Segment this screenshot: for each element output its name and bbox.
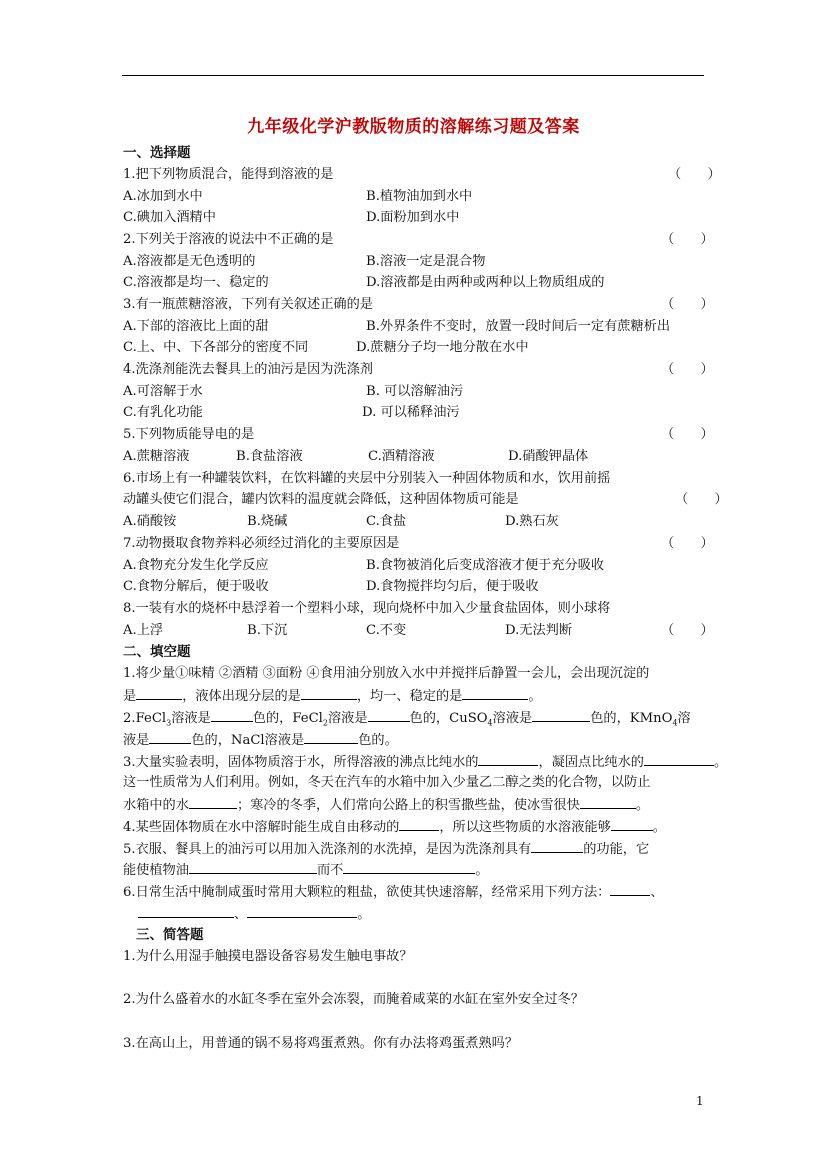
q3-option-a: A.下部的溶液比上面的甜 [123,319,269,334]
q7-option-b: B.食物被消化后变成溶液才便于充分吸收 [366,558,605,573]
f3-line2: 这一性质常为人们利用。例如，冬天在汽车的水箱中加入少量乙二醇之类的化合物，以防止 [123,775,651,790]
fill-blank[interactable] [580,795,636,809]
answer-paren: （ ） [661,536,714,551]
f2-line1: 2.FeCl$_3$溶液是 色的，FeCl$_2$溶液是 色的，CuSO$_4$溶液是 色的，KMnO$_4$溶 [123,708,691,734]
section-heading-choice: 一、选择题 [123,145,191,161]
fill-blank[interactable] [478,752,538,766]
q6-option-a: A.硝酸铵 [123,514,177,529]
q6-option-c: C.食盐 [366,514,407,529]
q8-option-a: A.上浮 [123,623,164,638]
short-answer-1: 1.为什么用湿手触摸电器设备容易发生触电事故？ [123,949,413,964]
f1-line1: 1.将少量①味精 ②酒精 ③面粉 ④食用油分别放入水中并搅拌后静置一会儿，会出现沉淀的 [123,666,650,681]
f5-line2: 能使植物油 而不 。 [123,860,489,881]
fill-blank[interactable] [399,817,439,831]
q7-option-a: A.食物充分发生化学反应 [123,558,269,573]
q3-stem: 3.有一瓶蔗糖溶液，下列有关叙述正确的是 [123,297,373,312]
q3-option-d: D.蔗糖分子均一地分散在水中 [356,340,529,355]
f3-line1: 3.大量实验表明，固体物质溶于水，所得溶液的沸点比纯水的 ，凝固点比纯水的 。 [123,752,727,773]
answer-paren: （ ） [661,623,714,638]
fill-blank[interactable] [611,817,653,831]
fill-blank[interactable] [211,708,253,722]
q1-option-b: B.植物油加到水中 [366,189,473,204]
answer-paren: （ ） [668,167,721,182]
q2-option-a: A.溶液都是无色透明的 [123,254,256,269]
q8-stem: 8.一装有水的烧杯中悬浮着一个塑料小球，现向烧杯中加入少量食盐固体，则小球将 [123,601,611,616]
q3-option-b: B.外界条件不变时，放置一段时间后一定有蔗糖析出 [366,319,671,334]
fill-blank[interactable] [610,882,650,896]
q3-option-c: C.上、中、下各部分的密度不同 [123,340,309,355]
fill-blank[interactable] [149,730,191,744]
answer-paren: （ ） [661,232,714,247]
q6-option-b: B.烧碱 [247,514,288,529]
q5-stem: 5.下列物质能导电的是 [123,427,255,442]
page-title: 九年级化学沪教版物质的溶解练习题及答案 [247,117,580,137]
q8-option-c: C.不变 [366,623,407,638]
q1-option-a: A.冰加到水中 [123,189,203,204]
f6-line2: 、 。 [138,904,370,925]
q2-stem: 2.下列关于溶液的说法中不正确的是 [123,232,334,247]
q6-stem-line1: 6.市场上有一种罐装饮料，在饮料罐的夹层中分别装入一种固体物质和水，饮用前摇 [123,471,611,486]
fill-blank[interactable] [531,839,583,853]
q7-option-d: D.食物搅拌均匀后，便于吸收 [366,579,539,594]
q7-option-c: C.食物分解后，便于吸收 [123,579,269,594]
fill-blank[interactable] [368,708,410,722]
f5-line1: 5.衣服、餐具上的油污可以用加入洗涤剂的水洗掉，是因为洗涤剂具有 的功能，它 [123,839,649,860]
q5-option-d: D.硝酸钾晶体 [508,449,589,464]
q5-option-c: C.酒精溶液 [368,449,435,464]
q5-option-a: A.蔗糖溶液 [123,449,190,464]
q7-stem: 7.动物摄取食物养料必须经过消化的主要原因是 [123,536,400,551]
q4-option-b: B. 可以溶解油污 [366,384,464,399]
page-number: 1 [696,1094,704,1108]
header-rule [122,75,704,76]
q2-option-b: B.溶液一定是混合物 [366,254,486,269]
q1-option-d: D.面粉加到水中 [366,210,460,225]
q1-option-c: C.碘加入酒精中 [123,210,216,225]
section-heading-fill: 二、填空题 [123,644,191,660]
q2-option-d: D.溶液都是由两种或两种以上物质组成的 [366,275,605,290]
q4-option-d: D. 可以稀释油污 [362,405,460,420]
q5-option-b: B.食盐溶液 [236,449,303,464]
q6-option-d: D.熟石灰 [505,514,559,529]
fill-blank[interactable] [247,904,357,918]
q6-stem-line2: 动罐头使它们混合，罐内饮料的温度就会降低，这种固体物质可能是 [123,492,519,507]
fill-blank[interactable] [136,686,182,700]
f2-line2: 液是 色的，NaCl溶液是 色的。 [123,730,398,751]
answer-paren: （ ） [675,492,728,507]
fill-blank[interactable] [644,752,714,766]
short-answer-3: 3.在高山上，用普通的锅不易将鸡蛋煮熟。你有办法将鸡蛋煮熟吗？ [123,1036,519,1051]
answer-paren: （ ） [661,427,714,442]
f4-line: 4.某些固体物质在水中溶解时能生成自由移动的 ，所以这些物质的水溶液能够 。 [123,817,666,838]
q4-option-c: C.有乳化功能 [123,405,203,420]
q2-option-c: C.溶液都是均一、稳定的 [123,275,269,290]
q1-stem: 1.把下列物质混合，能得到溶液的是 [123,167,334,182]
answer-paren: （ ） [661,362,714,377]
fill-blank[interactable] [462,686,528,700]
short-answer-2: 2.为什么盛着水的水缸冬季在室外会冻裂，而腌着咸菜的水缸在室外安全过冬？ [123,992,584,1007]
q8-option-b: B.下沉 [247,623,288,638]
fill-blank[interactable] [189,795,237,809]
answer-paren: （ ） [661,297,714,312]
q8-option-d: D.无法判断 [505,623,573,638]
f6-line1: 6.日常生活中腌制咸蛋时常用大颗粒的粗盐，欲使其快速溶解，经常采用下列方法： 、 [123,882,664,903]
section-heading-short-answer: 三、简答题 [136,927,204,943]
fill-blank[interactable] [138,904,234,918]
fill-blank[interactable] [304,730,358,744]
fill-blank[interactable] [532,708,590,722]
f1-line2: 是 ，液体出现分层的是 ，均一、稳定的是 。 [123,686,542,707]
fill-blank[interactable] [189,860,317,874]
fill-blank[interactable] [301,686,357,700]
fill-blank[interactable] [343,860,475,874]
f3-line3: 水箱中的水 ；寒冷的冬季，人们常向公路上的积雪撒些盐，使冰雪很快 。 [123,795,649,816]
q4-stem: 4.洗涤剂能洗去餐具上的油污是因为洗涤剂 [123,362,373,377]
q4-option-a: A.可溶解于水 [123,384,203,399]
